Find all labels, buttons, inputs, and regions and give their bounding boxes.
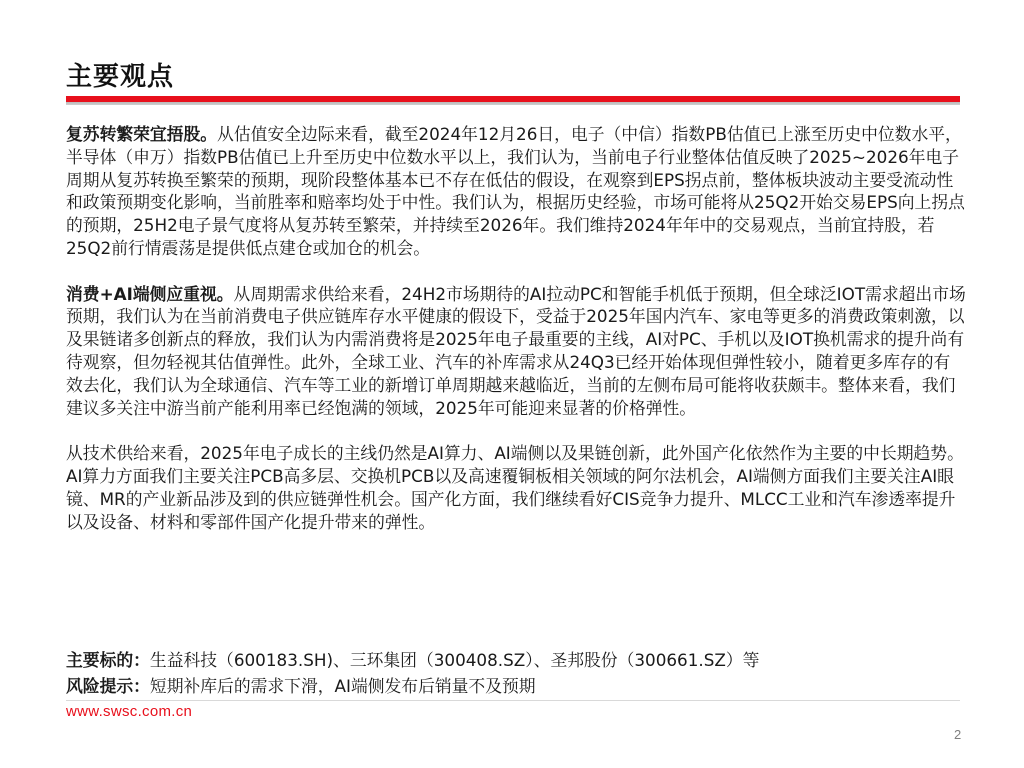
paragraph-recovery (66, 123, 966, 260)
paragraph-tech-supply (66, 442, 966, 533)
risk-line (66, 673, 966, 699)
paragraph-lead: 复苏转繁荣宜捂股。 (66, 124, 218, 144)
footer-divider (66, 700, 960, 701)
paragraph-consumer-ai (66, 283, 966, 420)
paragraph-text: 从估值安全边际来看，截至2024年12月26日，电子（中信）指数PB估值已上涨至历史中位数水平，半导体（申万）指数PB估值已上升至历史中位数水平以上，我们认为，当前电子行业整体估值反映了2025~2026年电子周期从复苏转换至繁荣的预期，现阶段整体基本已不存在低估的假设，在观察到EPS拐点前，整体板块波动主要受流动性和政策预期变化影响，当前胜率和赔率均处于中性。我们认为，根据历史经验，市场可能将从25Q2开始交易EPS向上拐点的预期，25H2电子景气度将从复苏转至繁荣，并持续至2026年。我们维持2024年年中的交易观点，当前宜持股，若25Q2前行情震荡是提供低点建仓或加仓的机会。 (66, 124, 965, 258)
paragraph-text: 从技术供给来看，2025年电子成长的主线仍然是AI算力、AI端侧以及果链创新，此外国产化依然作为主要的中长期趋势。AI算力方面我们主要关注PCB高多层、交换机PCB以及高速覆铜板相关领域的阿尔法机会，AI端侧方面我们主要关注AI眼镜、MR的产业新品涉及到的供应链弹性机会。国产化方面，我们继续看好CIS竞争力提升、MLCC工业和汽车渗透率提升以及设备、材料和零部件国产化提升带来的弹性。 (66, 443, 964, 532)
main-content (66, 123, 966, 556)
risk-label: 风险提示： (66, 676, 150, 696)
title-divider (66, 96, 960, 105)
page-number: 2 (954, 727, 962, 742)
paragraph-lead: 消费+AI端侧应重视。 (66, 283, 234, 304)
paragraph-text: 从周期需求供给来看，24H2市场期待的AI拉动PC和智能手机低于预期，但全球泛IOT需求超出市场预期，我们认为在当前消费电子供应链库存水平健康的假设下，受益于2025年国内汽车、家电等更多的消费政策刺激，以及果链诸多创新点的释放，我们认为内需消费将是2025年电子最重要的主线，AI对PC、手机以及IOT换机需求的提升尚有待观察，但勿轻视其估值弹性。此外，全球工业、汽车的补库需求从24Q3已经开始体现但弹性较小，随着更多库存的有效去化，我们认为全球通信、汽车等工业的新增订单周期越来越临近，当前的左侧布局可能将收获颇丰。整体来看，我们建议多关注中游当前产能利用率已经饱满的领域，2025年可能迎来显著的价格弹性。 (66, 283, 966, 418)
key-targets-label: 主要标的： (66, 650, 150, 670)
key-targets-text: 生益科技（600183.SH)、三环集团（300408.SZ）、圣邦股份（300661.SZ）等 (149, 650, 760, 670)
page-title: 主要观点 (66, 62, 175, 92)
footer-url: www.swsc.com.cn (66, 703, 193, 720)
conclusion-block (66, 647, 966, 699)
risk-text: 短期补库后的需求下滑，AI端侧发布后销量不及预期 (149, 676, 536, 696)
key-targets-line (66, 647, 966, 673)
